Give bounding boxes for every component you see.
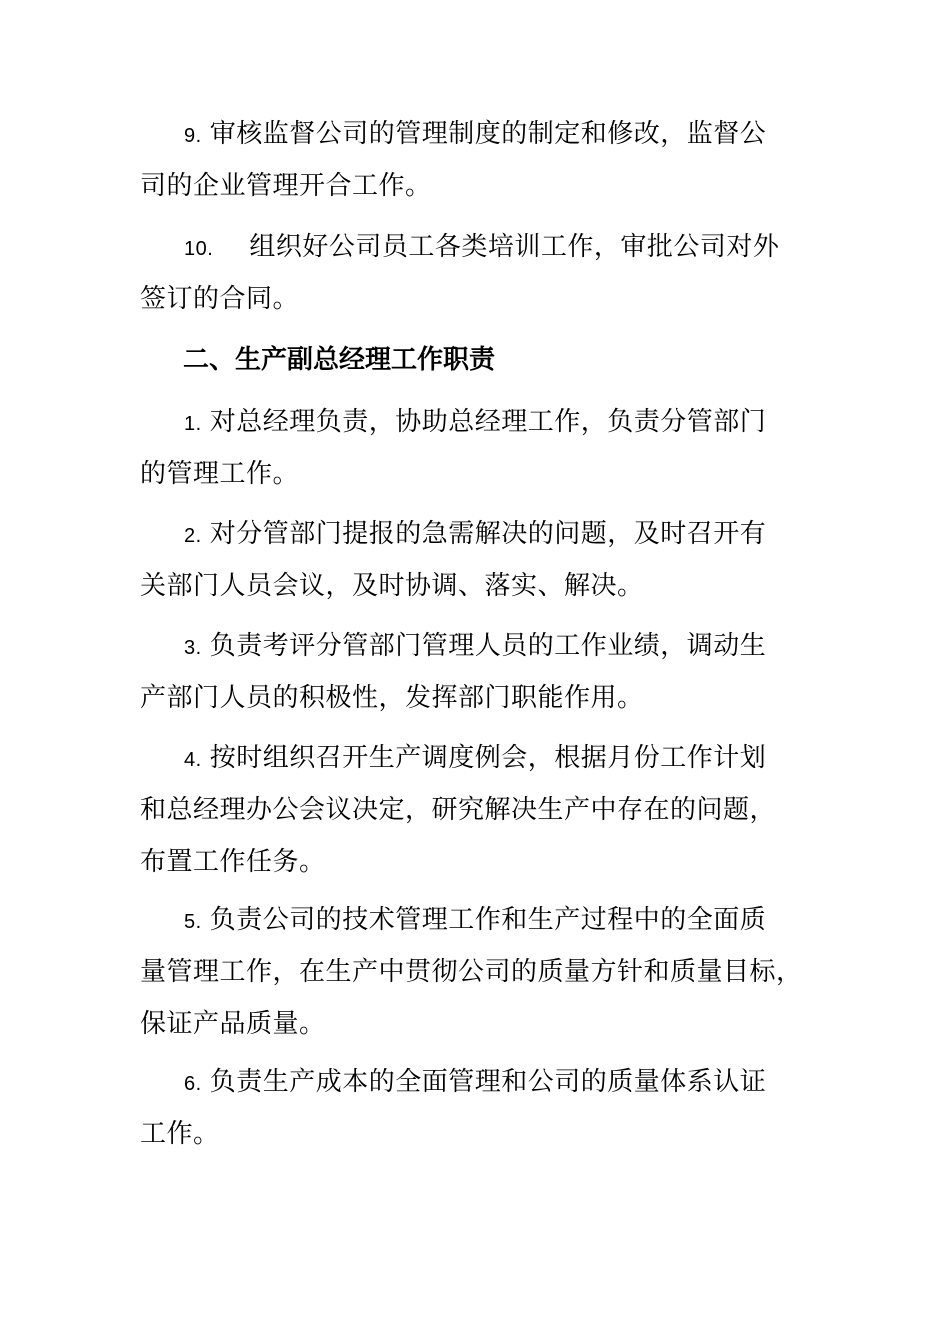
- item-text: 组织好公司员工各类培训工作，审批公司对外: [249, 232, 780, 262]
- item-text: 负责公司的技术管理工作和生产过程中的全面质: [209, 905, 767, 935]
- paragraph-line: [140, 620, 810, 672]
- paragraph-line: 签订的合同。: [140, 284, 300, 314]
- paragraph-line: [140, 732, 810, 784]
- section-heading: 二、生产副总经理工作职责: [183, 345, 496, 375]
- item-number: 10.: [184, 238, 214, 260]
- item-number: 2.: [184, 525, 202, 547]
- paragraph-line: 和总经理办公会议决定，研究解决生产中存在的问题，: [140, 795, 777, 825]
- list-item: [140, 732, 810, 888]
- item-text: 负责考评分管部门管理人员的工作业绩，调动生: [209, 631, 767, 661]
- item-text: 对分管部门提报的急需解决的问题，及时召开有: [209, 519, 767, 549]
- paragraph-line: [140, 1056, 810, 1108]
- paragraph-line: 的管理工作。: [140, 459, 300, 489]
- paragraph-line: [140, 894, 810, 946]
- list-item: [140, 108, 810, 212]
- item-text: 审核监督公司的管理制度的制定和修改，监督公: [209, 119, 767, 149]
- paragraph-line: 司的企业管理开合工作。: [140, 171, 432, 201]
- item-number: 9.: [184, 125, 202, 147]
- list-item: [140, 1056, 810, 1160]
- item-number: 5.: [184, 911, 202, 933]
- list-item: [140, 894, 810, 1050]
- item-number: 4.: [184, 749, 202, 771]
- list-item: [140, 396, 810, 500]
- paragraph-line: 布置工作任务。: [140, 847, 326, 877]
- paragraph-line: 产部门人员的积极性，发挥部门职能作用。: [140, 683, 644, 713]
- paragraph-line: [140, 508, 810, 560]
- list-item: [140, 620, 810, 724]
- paragraph-line: 关部门人员会议，及时协调、落实、解决。: [140, 571, 644, 601]
- paragraph-line: 保证产品质量。: [140, 1009, 326, 1039]
- item-text: 负责生产成本的全面管理和公司的质量体系认证: [209, 1067, 767, 1097]
- list-item: [140, 508, 810, 612]
- paragraph-line: [140, 396, 810, 448]
- item-number: 3.: [184, 637, 202, 659]
- item-number: 6.: [184, 1073, 202, 1095]
- paragraph-line: 量管理工作，在生产中贯彻公司的质量方针和质量目标，: [140, 957, 803, 987]
- paragraph-line: [140, 221, 810, 273]
- item-text: 按时组织召开生产调度例会，根据月份工作计划: [209, 743, 767, 773]
- paragraph-line: [140, 108, 810, 160]
- item-text: 对总经理负责，协助总经理工作，负责分管部门: [209, 407, 767, 437]
- list-item: [140, 221, 810, 325]
- item-number: 1.: [184, 413, 202, 435]
- paragraph-line: 工作。: [140, 1119, 220, 1149]
